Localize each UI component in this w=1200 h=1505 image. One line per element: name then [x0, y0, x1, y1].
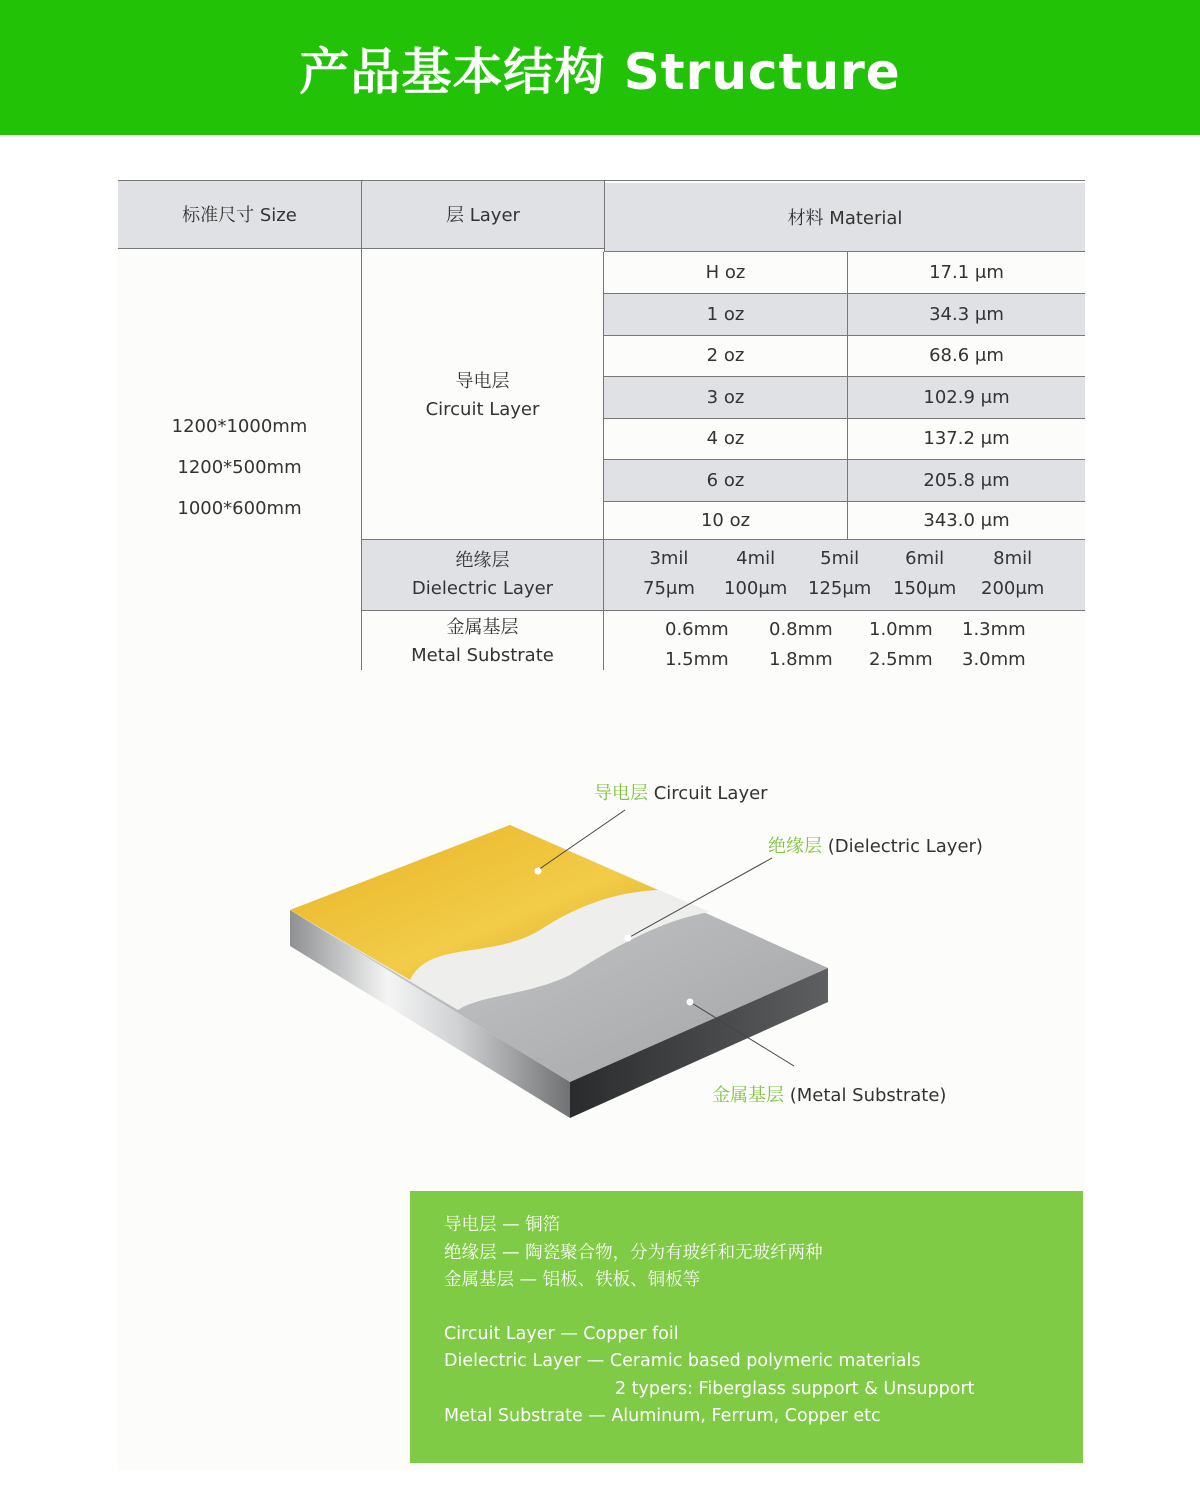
copper-thickness: 137.2 μm: [923, 428, 1010, 449]
copper-thickness: 343.0 μm: [923, 509, 1010, 531]
metal-leader-dot: [687, 999, 694, 1006]
dielectric-layer-cell: [362, 542, 603, 608]
material-info-box: [410, 1191, 1083, 1463]
header-material-label: 材料 Material: [787, 208, 903, 229]
page-title: 产品基本结构 Structure: [299, 42, 901, 101]
circuit-layer-en: Circuit Layer: [425, 398, 540, 420]
copper-oz: 10 oz: [700, 509, 751, 531]
size-value: 1200*1000mm: [171, 415, 308, 437]
circuit-layer-cn: 导电层: [455, 370, 510, 392]
dielectric-6mil: 6mil 150μm: [893, 548, 957, 599]
info-line: Metal Substrate — Aluminum, Ferrum, Copper etc: [444, 1406, 881, 1426]
copper-thickness: 68.6 μm: [929, 345, 1004, 366]
metal-thickness-pair: 0.8mm 1.8mm: [769, 619, 833, 670]
callout-circuit: 导电层 Circuit Layer: [594, 783, 768, 804]
dielectric-5mil: 5mil 125μm: [808, 548, 872, 599]
copper-oz: 2 oz: [706, 345, 745, 366]
copper-oz: 4 oz: [706, 428, 745, 449]
layer-structure-diagram: [280, 770, 1000, 1130]
info-line: 导电层 — 铜箔: [444, 1215, 561, 1235]
header-material: [605, 183, 1085, 251]
copper-thickness: 205.8 μm: [923, 469, 1010, 491]
dielectric-layer-cn: 绝缘层: [455, 550, 510, 571]
metal-substrate-cell: [362, 614, 603, 670]
info-line: Circuit Layer — Copper foil: [444, 1324, 679, 1344]
metal-substrate-en: Metal Substrate: [411, 645, 554, 666]
dielectric-3mil: 3mil 75μm: [643, 548, 695, 599]
metal-thickness-pair: 0.6mm 1.5mm: [665, 619, 729, 670]
header-layer-label: 层 Layer: [446, 205, 520, 226]
rule: [361, 539, 1085, 540]
circuit-layer-cell: [362, 252, 603, 539]
copper-thickness: 34.3 μm: [929, 303, 1004, 325]
metal-thickness-pair: 1.0mm 2.5mm: [869, 619, 933, 670]
callout-dielectric: 绝缘层 (Dielectric Layer): [768, 836, 983, 857]
copper-thickness: 102.9 μm: [923, 386, 1010, 408]
title-banner: [0, 0, 1200, 135]
size-list: [118, 402, 361, 532]
header-layer: [362, 180, 604, 248]
metal-thickness-pair: 1.3mm 3.0mm: [962, 619, 1026, 670]
header-size: [118, 180, 361, 248]
header-size-label: 标准尺寸 Size: [182, 205, 297, 226]
layer-illustration: [280, 770, 1000, 1130]
metal-substrate-cn: 金属基层: [446, 617, 519, 638]
rule: [361, 610, 1085, 611]
rule: [118, 180, 1085, 181]
dielectric-layer-en: Dielectric Layer: [411, 578, 554, 599]
copper-oz: 3 oz: [706, 386, 745, 408]
size-value: 1000*600mm: [177, 497, 302, 519]
copper-oz: 6 oz: [706, 469, 745, 491]
dielectric-4mil: 4mil 100μm: [724, 548, 788, 599]
size-value: 1200*500mm: [177, 456, 302, 478]
info-line: 金属基层 — 铝板、铁板、铜板等: [444, 1270, 701, 1290]
copper-oz: 1 oz: [706, 303, 745, 325]
structure-table: [118, 180, 1085, 670]
info-line: 绝缘层 — 陶瓷聚合物，分为有玻纤和无玻纤两种: [444, 1243, 823, 1263]
circuit-leader-dot: [535, 868, 542, 875]
rule: [604, 180, 605, 252]
copper-oz: H oz: [705, 262, 746, 283]
dielectric-leader-dot: [625, 935, 632, 942]
info-line: Dielectric Layer — Ceramic based polymeric materials: [444, 1351, 921, 1371]
info-line: 2 typers: Fiberglass support & Unsupport: [615, 1379, 975, 1399]
dielectric-8mil: 8mil 200μm: [981, 548, 1045, 599]
copper-thickness: 17.1 μm: [929, 262, 1004, 283]
callout-metal: 金属基层 (Metal Substrate): [712, 1085, 947, 1106]
